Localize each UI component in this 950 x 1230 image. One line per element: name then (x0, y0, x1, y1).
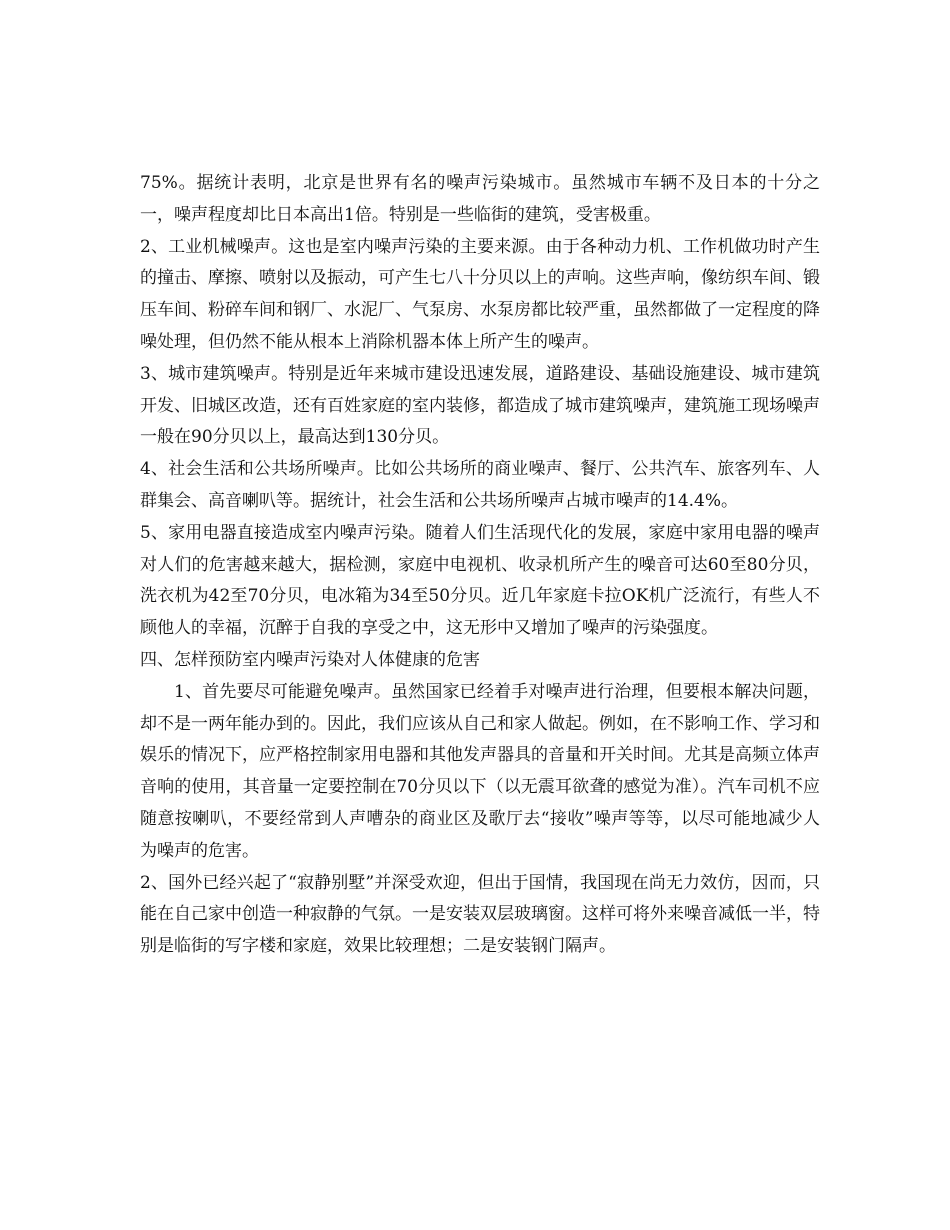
paragraph-avoid-noise: 1、首先要尽可能避免噪声。虽然国家已经着手对噪声进行治理，但要根本解决问题，却不是一两年能办到的。因此，我们应该从自己和家人做起。例如，在不影响工作、学习和娱乐的情况下，应严格控制家用电器和其他发声器具的音量和开关时间。尤其是高频立体声音响的使用，其音量一定要控制在70分贝以下（以无震耳欲聋的感觉为准）。汽车司机不应随意按喇叭，不要经常到人声嘈杂的商业区及歌厅去“接收”噪声等等，以尽可能地减少人为噪声的危害。 (140, 681, 820, 861)
document-body (140, 168, 820, 963)
paragraph-beijing-noise: 75%。据统计表明，北京是世界有名的噪声污染城市。虽然城市车辆不及日本的十分之一，噪声程度却比日本高出1倍。特别是一些临街的建筑，受害极重。 (140, 173, 820, 225)
section-heading-prevention: 四、怎样预防室内噪声污染对人体健康的危害 (140, 649, 480, 670)
paragraph-appliance-noise: 5、家用电器直接造成室内噪声污染。随着人们生活现代化的发展，家庭中家用电器的噪声对人们的危害越来越大，据检测，家庭中电视机、收录机所产生的噪音可达60至80分贝，洗衣机为42至70分贝，电冰箱为34至50分贝。近几年家庭卡拉OK机广泛流行，有些人不顾他人的幸福，沉醉于自我的享受之中，这无形中又增加了噪声的污染强度。 (140, 522, 820, 639)
paragraph-public-noise: 4、社会生活和公共场所噪声。比如公共场所的商业噪声、餐厅、公共汽车、旅客列车、人群集会、高音喇叭等。据统计，社会生活和公共场所噪声占城市噪声的14.4%。 (140, 459, 820, 511)
paragraph-industrial-noise: 2、工业机械噪声。这也是室内噪声污染的主要来源。由于各种动力机、工作机做功时产生的撞击、摩擦、喷射以及振动，可产生七八十分贝以上的声响。这些声响，像纺织车间、锻压车间、粉碎车间和钢厂、水泥厂、气泵房、水泵房都比较严重，虽然都做了一定程度的降噪处理，但仍然不能从根本上消除机器本体上所产生的噪声。 (140, 236, 820, 352)
paragraph-quiet-home: 2、国外已经兴起了“寂静别墅”并深受欢迎，但出于国情，我国现在尚无力效仿，因而，只能在自己家中创造一种寂静的气氛。一是安装双层玻璃窗。这样可将外来噪音减低一半，特别是临街的写字楼和家庭，效果比较理想；二是安装钢门隔声。 (140, 872, 820, 957)
paragraph-construction-noise: 3、城市建筑噪声。特别是近年来城市建设迅速发展，道路建设、基础设施建设、城市建筑开发、旧城区改造，还有百姓家庭的室内装修，都造成了城市建筑噪声，建筑施工现场噪声一般在90分贝以上，最高达到130分贝。 (140, 363, 820, 448)
